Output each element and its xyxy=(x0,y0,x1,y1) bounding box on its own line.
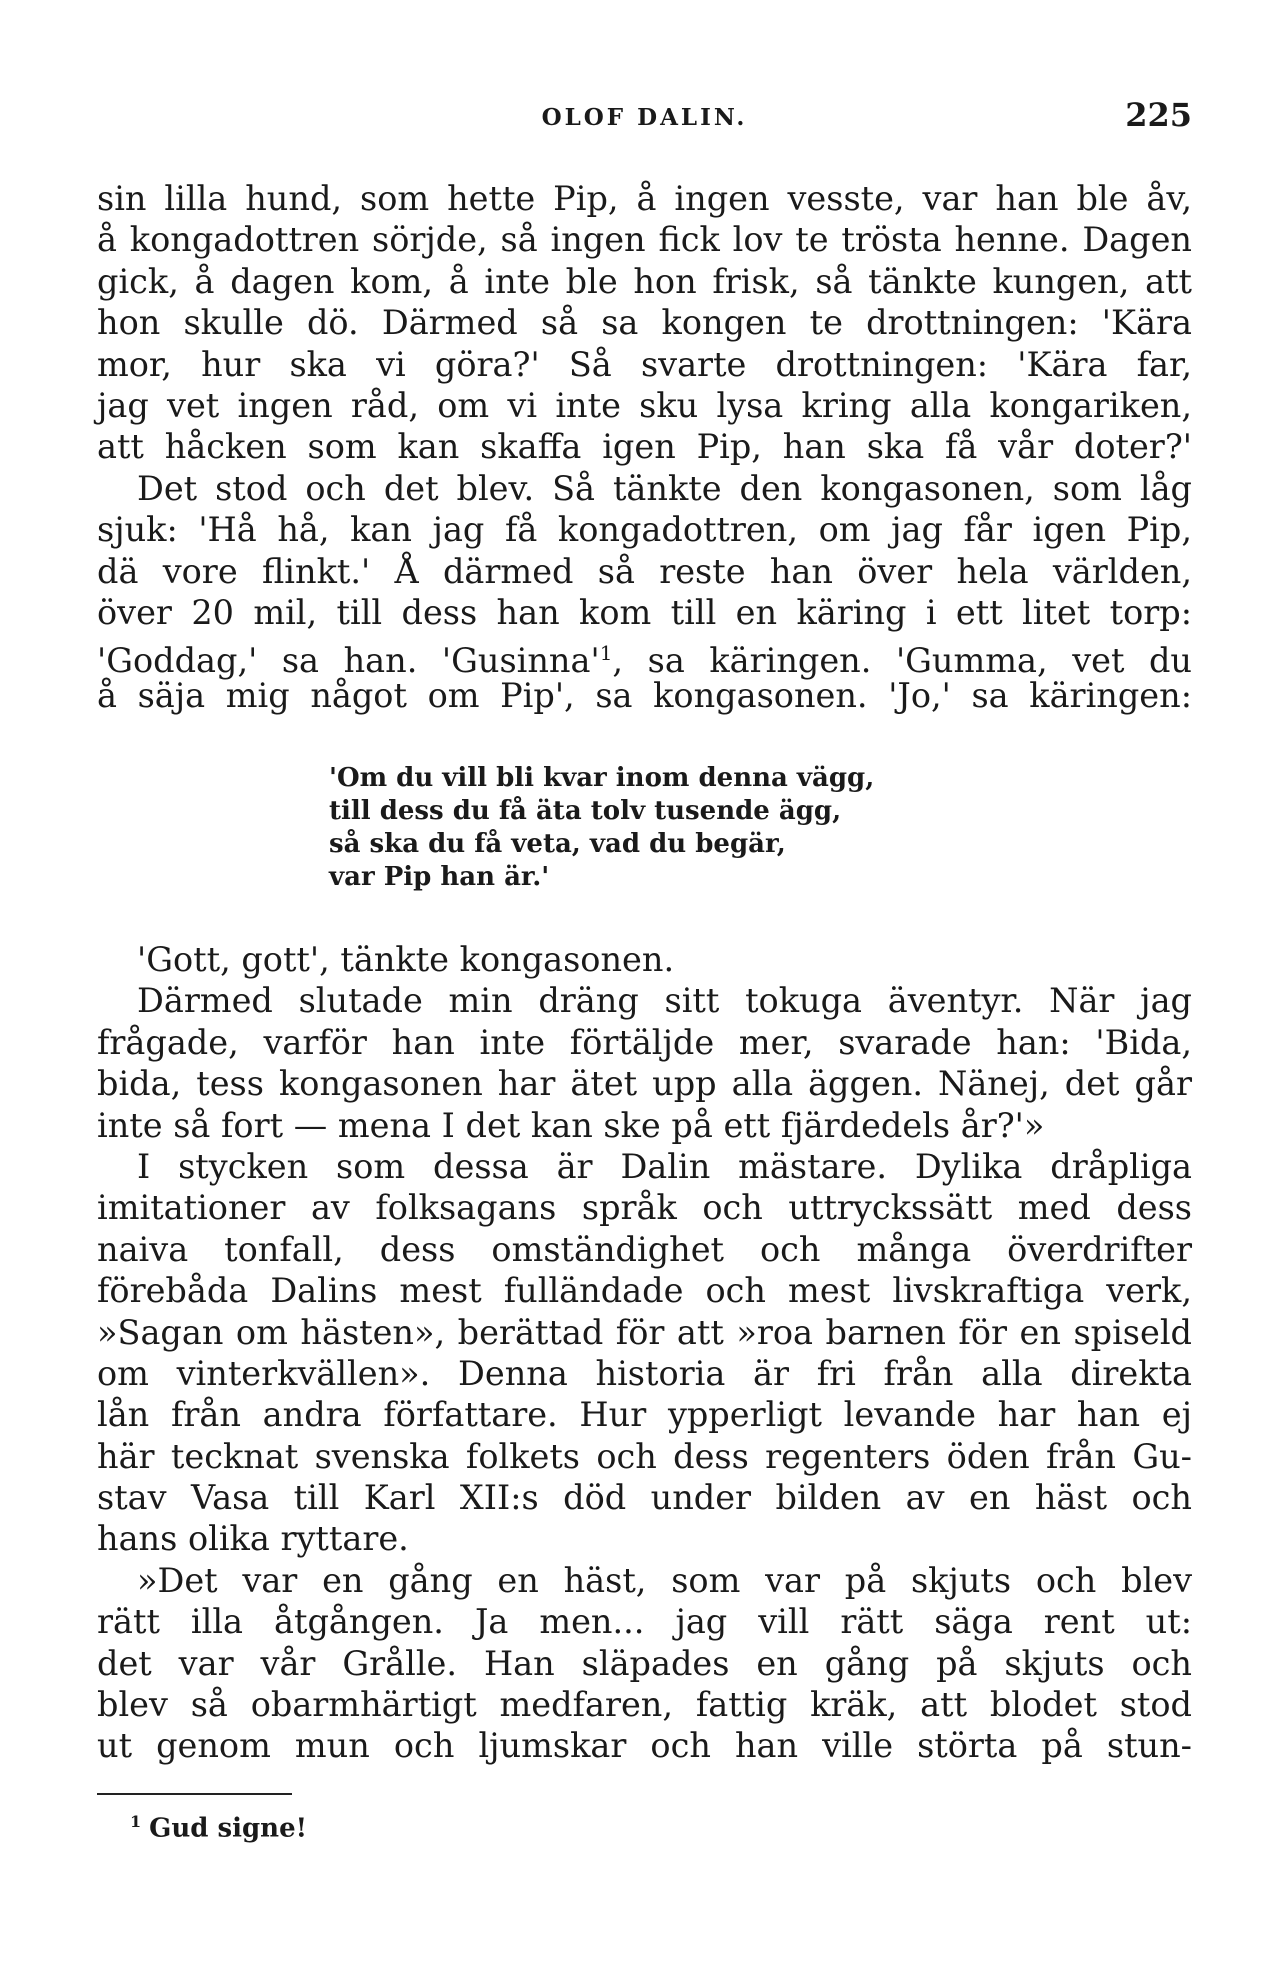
verse-line: var Pip han är.' xyxy=(329,862,550,892)
text-line: rätt illa åtgången. Ja men... jag vill rätt säga rent ut: xyxy=(97,1602,1192,1642)
text-line: sin lilla hund, som hette Pip, å ingen vesste, var han ble åv, xyxy=(97,179,1192,218)
text-line: å säja mig något om Pip', sa kongasonen. 'Jo,' sa käringen: xyxy=(97,675,1192,715)
text-line: gick, å dagen kom, å inte ble hon frisk, så tänkte kungen, att xyxy=(97,261,1192,301)
text-line: om vinterkvällen». Denna historia är fri från alla direkta xyxy=(97,1353,1192,1393)
text-line: ut genom mun och ljumskar och han ville störta på stun- xyxy=(97,1726,1192,1766)
page-number: 225 xyxy=(1125,96,1192,134)
verse-line: till dess du få äta tolv tusende ägg, xyxy=(329,796,842,826)
text-line: hans olika ryttare. xyxy=(97,1519,409,1559)
text-line-with-footnote-ref xyxy=(97,633,1193,681)
text-line: det var vår Grålle. Han släpades en gång på skjuts och xyxy=(97,1643,1192,1683)
page-header xyxy=(97,96,1192,136)
text-block-upper xyxy=(97,178,1192,716)
text-line: Därmed slutade min dräng sitt tokuga äventyr. När jag xyxy=(137,981,1192,1021)
text-line: mor, hur ska vi göra?' Så svarte drottningen: 'Kära far, xyxy=(97,344,1192,384)
footnote-text: Gud signe! xyxy=(149,1813,308,1844)
text-line: Det stod och det blev. Så tänkte den kongasonen, som låg xyxy=(137,468,1192,508)
text-line: »Sagan om hästen», berättad för att »roa barnen för en spiseld xyxy=(97,1312,1192,1352)
text-line: imitationer av folksagans språk och uttryckssätt med dess xyxy=(97,1188,1192,1228)
text-line: dä vore flinkt.' Å därmed så reste han över hela världen, xyxy=(97,551,1192,591)
text-line: I stycken som dessa är Dalin mästare. Dylika dråpliga xyxy=(137,1146,1192,1186)
text-line: å kongadottren sörjde, så ingen fick lov te trösta henne. Dagen xyxy=(97,220,1192,260)
text-line: här tecknat svenska folkets och dess regenters öden från Gu- xyxy=(97,1436,1192,1476)
verse-line: 'Om du vill bli kvar inom denna vägg, xyxy=(329,763,875,793)
running-title: OLOF DALIN. xyxy=(541,104,748,131)
footnote-marker: 1 xyxy=(130,1812,142,1831)
text-line: blev så obarmhärtigt medfaren, fattig kräk, att blodet stod xyxy=(97,1685,1192,1725)
text-segment: , sa käringen. 'Gumma, vet du xyxy=(612,641,1193,681)
text-line: 'Gott, gott', tänkte kongasonen. xyxy=(137,940,675,979)
text-segment: 'Goddag,' sa han. 'Gusinna' xyxy=(97,641,600,681)
text-line: naiva tonfall, dess omständighet och många överdrifter xyxy=(97,1229,1192,1269)
text-line: »Det var en gång en häst, som var på skjuts och blev xyxy=(137,1560,1192,1600)
text-block-lower xyxy=(97,939,1192,1767)
text-line: stav Vasa till Karl XII:s död under bilden av en häst och xyxy=(97,1478,1192,1518)
footnote xyxy=(130,1812,307,1844)
text-line: lån från andra författare. Hur ypperligt levande har han ej xyxy=(97,1395,1192,1435)
text-line: över 20 mil, till dess han kom till en käring i ett litet torp: xyxy=(97,592,1192,632)
verse-line: så ska du få veta, vad du begär, xyxy=(329,829,786,859)
verse-block xyxy=(329,762,874,894)
text-line: inte så fort — mena I det kan ske på ett fjärdedels år?'» xyxy=(97,1105,1045,1145)
text-line: frågade, varför han inte förtäljde mer, svarade han: 'Bida, xyxy=(97,1022,1192,1062)
text-line: jag vet ingen råd, om vi inte sku lysa kring alla kongariken, xyxy=(97,385,1192,425)
footnote-divider xyxy=(97,1793,292,1795)
text-line: förebåda Dalins mest fulländade och mest livskraftiga verk, xyxy=(97,1271,1192,1311)
text-line: hon skulle dö. Därmed så sa kongen te drottningen: 'Kära xyxy=(97,303,1192,343)
text-line: bida, tess kongasonen har ätet upp alla äggen. Nänej, det går xyxy=(97,1064,1192,1104)
footnote-reference: 1 xyxy=(599,641,613,666)
text-line: sjuk: 'Hå hå, kan jag få kongadottren, om jag får igen Pip, xyxy=(97,510,1192,550)
text-line: att håcken som kan skaffa igen Pip, han ska få vår doter?' xyxy=(97,427,1192,467)
